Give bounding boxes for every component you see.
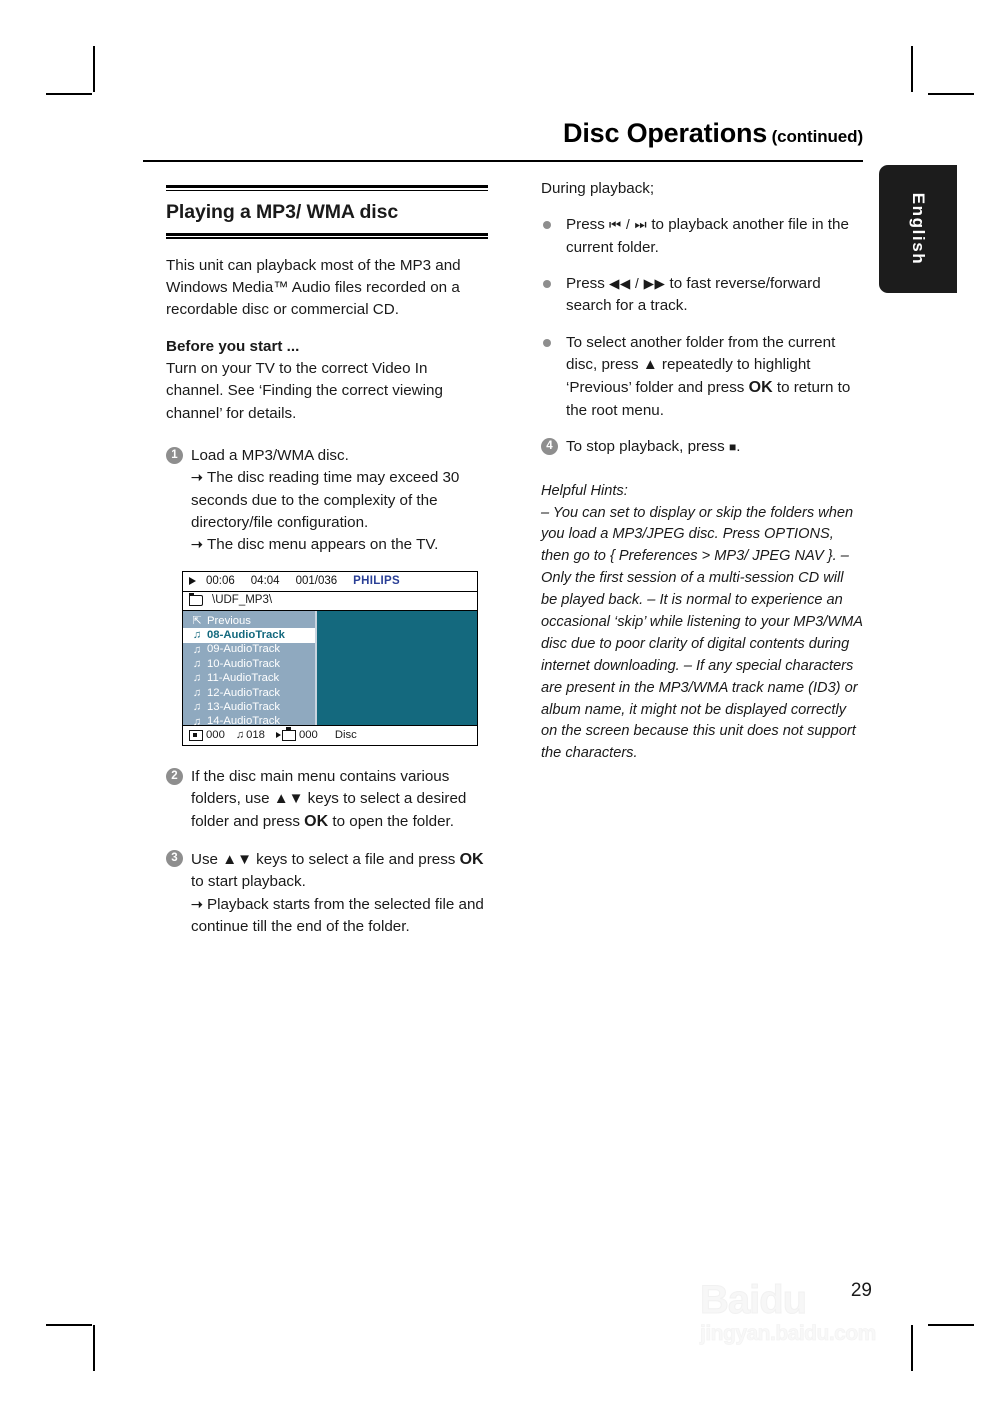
- list-item-selected[interactable]: [183, 628, 315, 642]
- camera-lens-icon: [276, 732, 281, 738]
- folder-path: \UDF_MP3\: [212, 594, 273, 607]
- section-heading: Playing a MP3/ WMA disc: [166, 200, 399, 223]
- bullet-dot-icon: [543, 221, 551, 229]
- tv-path-bar: [183, 592, 477, 611]
- step-3-text-before: Use: [191, 850, 223, 868]
- section-rule-top: [166, 185, 488, 188]
- crop-mark-bottom-left-vertical: [93, 1325, 95, 1371]
- updown-arrow-keys-icon: ▲▼: [222, 850, 252, 868]
- section-rule-bottom: [166, 233, 488, 236]
- page-title: Disc Operations: [563, 118, 768, 148]
- video-count: 000: [298, 728, 318, 741]
- video-camera-icon: [276, 730, 299, 741]
- step-1-text: Load a MP3/WMA disc.: [191, 447, 349, 465]
- updown-arrow-keys-icon: ▲▼: [273, 790, 304, 808]
- list-item-label: 11-AudioTrack: [207, 672, 280, 685]
- music-note-icon: ♫: [192, 715, 202, 728]
- list-item[interactable]: [183, 657, 315, 671]
- ok-key-label: OK: [748, 379, 773, 397]
- during-playback-label: During playback;: [541, 180, 655, 197]
- camera-body-icon: [282, 730, 296, 741]
- crop-mark-top-left-vertical: [93, 46, 95, 92]
- language-tab: [879, 165, 957, 293]
- elapsed-time: 00:06: [206, 574, 235, 587]
- helpful-hint-2: – Only the first session of a multi-session CD will be played back.: [541, 548, 849, 609]
- step-2-text-after: to open the folder.: [328, 813, 454, 831]
- music-note-icon: ♫: [192, 672, 202, 685]
- photo-count: 000: [206, 728, 225, 741]
- list-item-label: 10-AudioTrack: [207, 657, 281, 670]
- tv-body: [183, 611, 477, 728]
- bullet-dot-icon: [543, 280, 551, 288]
- list-item-label: 12-AudioTrack: [207, 686, 281, 699]
- crop-mark-top-left-horizontal: [46, 93, 92, 95]
- crop-mark-bottom-left-horizontal: [46, 1324, 92, 1326]
- page-number: 29: [850, 1280, 872, 1301]
- bullet-1-text-after: to playback another file in the current folder.: [566, 216, 849, 256]
- crop-mark-bottom-right-horizontal: [928, 1324, 974, 1326]
- list-item-label: Previous: [207, 614, 251, 627]
- step-3-number: 3: [166, 850, 183, 867]
- crop-mark-top-right-horizontal: [928, 93, 974, 95]
- step-1-result-2: [191, 534, 488, 556]
- step-3-text-after: to start playback.: [191, 873, 306, 891]
- bullet-2-text-before: Press: [566, 275, 610, 293]
- step-2: [166, 766, 488, 834]
- step-4-body: [566, 436, 863, 458]
- page-title-continued: (continued): [771, 127, 863, 146]
- before-you-start-heading: Before you start ...: [166, 337, 300, 355]
- list-item-label: 09-AudioTrack: [207, 643, 281, 656]
- photo-count-group: [189, 727, 225, 744]
- audio-count: 018: [246, 728, 265, 741]
- step-3: [166, 848, 488, 939]
- step-1-number: 1: [166, 447, 183, 464]
- video-count-group: [276, 727, 318, 744]
- prev-next-track-icon: ⏮ / ⏭: [609, 217, 648, 233]
- music-note-icon: ♫: [192, 658, 202, 671]
- step-3-result-1: [191, 894, 488, 939]
- helpful-hint-1: – You can set to display or skip the folders when you load a MP3/JPEG disc. Press OPTIONS, then go to { Preferences > MP3/ JPEG NAV }.: [541, 504, 854, 565]
- step-2-text-middle: keys to select a desired folder and press: [191, 790, 467, 831]
- music-note-icon: ♫: [192, 701, 202, 714]
- before-you-start-block: [166, 336, 488, 425]
- philips-logo: PHILIPS: [353, 574, 400, 587]
- watermark-main-text: Baidu: [700, 1278, 807, 1322]
- tv-preview-pane: [317, 611, 477, 725]
- bullet-2-text-after: to fast reverse/forward search for a track.: [566, 275, 821, 315]
- list-item-label: 08-AudioTrack: [207, 629, 285, 642]
- tv-top-bar: [183, 572, 477, 592]
- language-tab-label: English: [909, 192, 928, 266]
- step-3-result-1-text: Playback starts from the selected file and continue till the end of the folder.: [191, 895, 484, 936]
- helpful-hints-title: Helpful Hints:: [541, 482, 628, 499]
- list-item[interactable]: [183, 700, 315, 714]
- track-counter: 001/036: [295, 574, 338, 587]
- step-1-result-2-text: The disc menu appears on the TV.: [206, 536, 439, 554]
- step-2-body: [191, 766, 488, 834]
- watermark-sub-text: jingyan.baidu.com: [700, 1322, 876, 1345]
- step-4-text-after: .: [736, 438, 741, 456]
- music-note-icon: ♫: [192, 629, 202, 642]
- bullet-3-text-before: To select another folder from the current disc, press: [566, 333, 836, 374]
- section-rule-bottom-thin: [166, 237, 488, 238]
- list-item-label: 14-AudioTrack: [207, 715, 281, 728]
- step-1-body: [191, 445, 488, 557]
- helpful-hint-3: – It is normal to experience an occasional ‘skip’ while listening to your MP3/WMA disc due to poor clarity of digital contents during internet downloading.: [541, 592, 863, 674]
- list-item[interactable]: [183, 671, 315, 685]
- bullet-3-text-middle: repeatedly to highlight ‘Previous’ folder and press: [566, 356, 811, 397]
- baidu-watermark: [700, 1280, 960, 1376]
- step-1: [166, 445, 488, 557]
- fast-reverse-forward-icon: ◀◀ / ▶▶: [609, 276, 666, 292]
- folder-icon: [189, 595, 203, 606]
- step-1-result-1: [191, 467, 488, 534]
- stop-button-icon: ■: [728, 440, 737, 455]
- step-2-text-before: If the disc main menu contains various folders, use: [191, 767, 450, 808]
- step-4-text-before: To stop playback, press: [566, 438, 729, 456]
- source-label: Disc: [334, 728, 357, 741]
- bullet-3-text-after: to return to the root menu.: [566, 379, 851, 419]
- page-header: [143, 118, 863, 149]
- arrow-icon: ➝: [191, 895, 203, 912]
- list-item[interactable]: [183, 614, 315, 628]
- total-time: 04:04: [250, 574, 280, 587]
- left-column: [166, 185, 488, 953]
- list-item[interactable]: [183, 643, 315, 657]
- photo-folder-icon: [189, 730, 203, 741]
- bullet-dot-icon: [543, 339, 551, 347]
- step-3-text-middle: keys to select a file and press: [251, 850, 460, 868]
- arrow-icon: ➝: [191, 536, 203, 553]
- helpful-hint-4: – If any special characters are present in the MP3/WMA track name (ID3) or album name, it might not be displayed correctly on the screen because this unit does not support the characters.: [541, 657, 858, 762]
- tv-screen-mockup: [182, 571, 478, 746]
- section-heading-block: [166, 185, 488, 239]
- step-1-result-1-text: The disc reading time may exceed 30 seconds due to the complexity of the directory/file configuration.: [191, 469, 460, 532]
- helpful-hints-block: [541, 481, 863, 766]
- arrow-icon: ➝: [191, 469, 203, 486]
- right-column: [541, 178, 863, 765]
- music-note-icon: ♫: [235, 729, 245, 742]
- up-arrow-key-icon: ▲: [642, 356, 658, 374]
- bullet-item-search: [541, 273, 863, 318]
- music-note-icon: ♫: [192, 686, 202, 699]
- step-4: [541, 436, 863, 458]
- list-item[interactable]: [183, 686, 315, 700]
- ok-key-label: OK: [459, 850, 484, 868]
- audio-count-group: [236, 727, 265, 744]
- intro-paragraph: This unit can playback most of the MP3 and Windows Media™ Audio files recorded on a recordable disc or commercial CD.: [166, 256, 461, 319]
- before-you-start-body: Turn on your TV to the correct Video In channel. See ‘Finding the correct viewing channel’ for details.: [166, 360, 443, 422]
- crop-mark-top-right-vertical: [911, 46, 913, 92]
- up-folder-icon: ⇱: [192, 614, 202, 627]
- bullet-item-skip: [541, 214, 863, 259]
- play-icon: [189, 577, 196, 585]
- bullet-item-select-folder: [541, 332, 863, 423]
- step-4-number: 4: [541, 438, 558, 455]
- step-2-number: 2: [166, 768, 183, 785]
- step-3-body: [191, 848, 488, 939]
- list-item-label: 13-AudioTrack: [207, 701, 281, 713]
- bullet-1-text-before: Press: [566, 216, 610, 234]
- crop-mark-bottom-right-vertical: [911, 1325, 913, 1371]
- tv-file-list[interactable]: [183, 611, 317, 728]
- ok-key-label: OK: [304, 813, 329, 831]
- header-divider: [143, 160, 863, 162]
- music-note-icon: ♫: [192, 643, 202, 656]
